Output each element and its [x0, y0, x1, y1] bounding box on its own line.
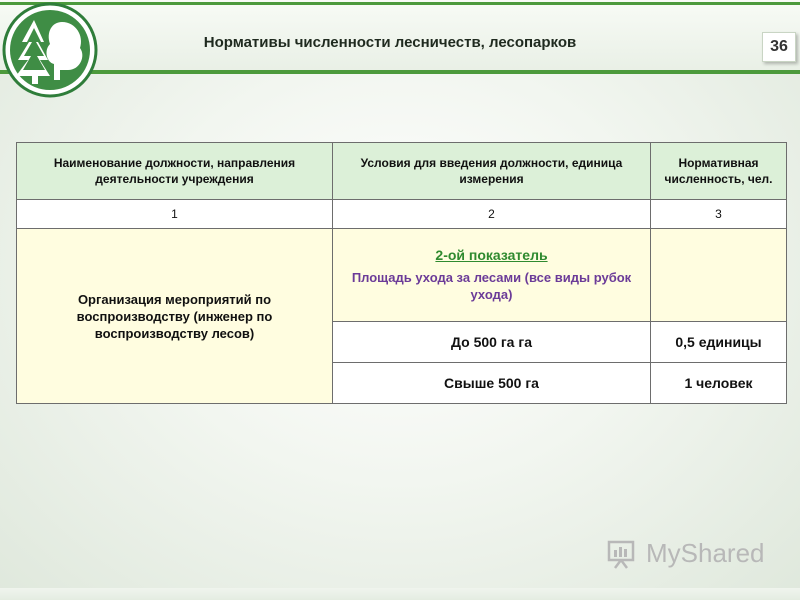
- page-title: Нормативы численности лесничеств, лесопарков: [203, 34, 577, 51]
- indicator-cell: [333, 229, 651, 322]
- myshared-logo-icon: [606, 538, 638, 570]
- bottom-band: [0, 588, 800, 600]
- header-conditions: Условия для введения должности, единица измерения: [333, 143, 651, 200]
- column-number-2: 2: [333, 200, 651, 229]
- watermark: [606, 536, 776, 572]
- empty-cell: [651, 229, 787, 322]
- watermark-text: MyShared: [646, 538, 765, 568]
- header-norm: Нормативная численность, чел.: [651, 143, 787, 200]
- value-cell: 0,5 единицы: [651, 322, 787, 363]
- value-cell: 1 человек: [651, 363, 787, 404]
- column-number-1: 1: [17, 200, 333, 229]
- position-name: Организация мероприятий по воспроизводству (инженер по воспроизводству лесов): [17, 229, 333, 404]
- norms-table: [16, 142, 787, 404]
- condition-cell: Свыше 500 га: [333, 363, 651, 404]
- column-number-3: 3: [651, 200, 787, 229]
- indicator-description: Площадь ухода за лесами (все виды рубок ухода): [351, 270, 632, 302]
- header-position: Наименование должности, направления деятельности учреждения: [17, 143, 333, 200]
- column-numbers-row: [17, 200, 787, 229]
- table-row: [17, 229, 787, 322]
- forest-tree-logo-icon: [2, 2, 98, 98]
- table-header-row: [17, 143, 787, 200]
- condition-cell: До 500 га га: [333, 322, 651, 363]
- indicator-title: 2-ой показатель: [435, 247, 548, 263]
- slide-number: 36: [762, 32, 796, 62]
